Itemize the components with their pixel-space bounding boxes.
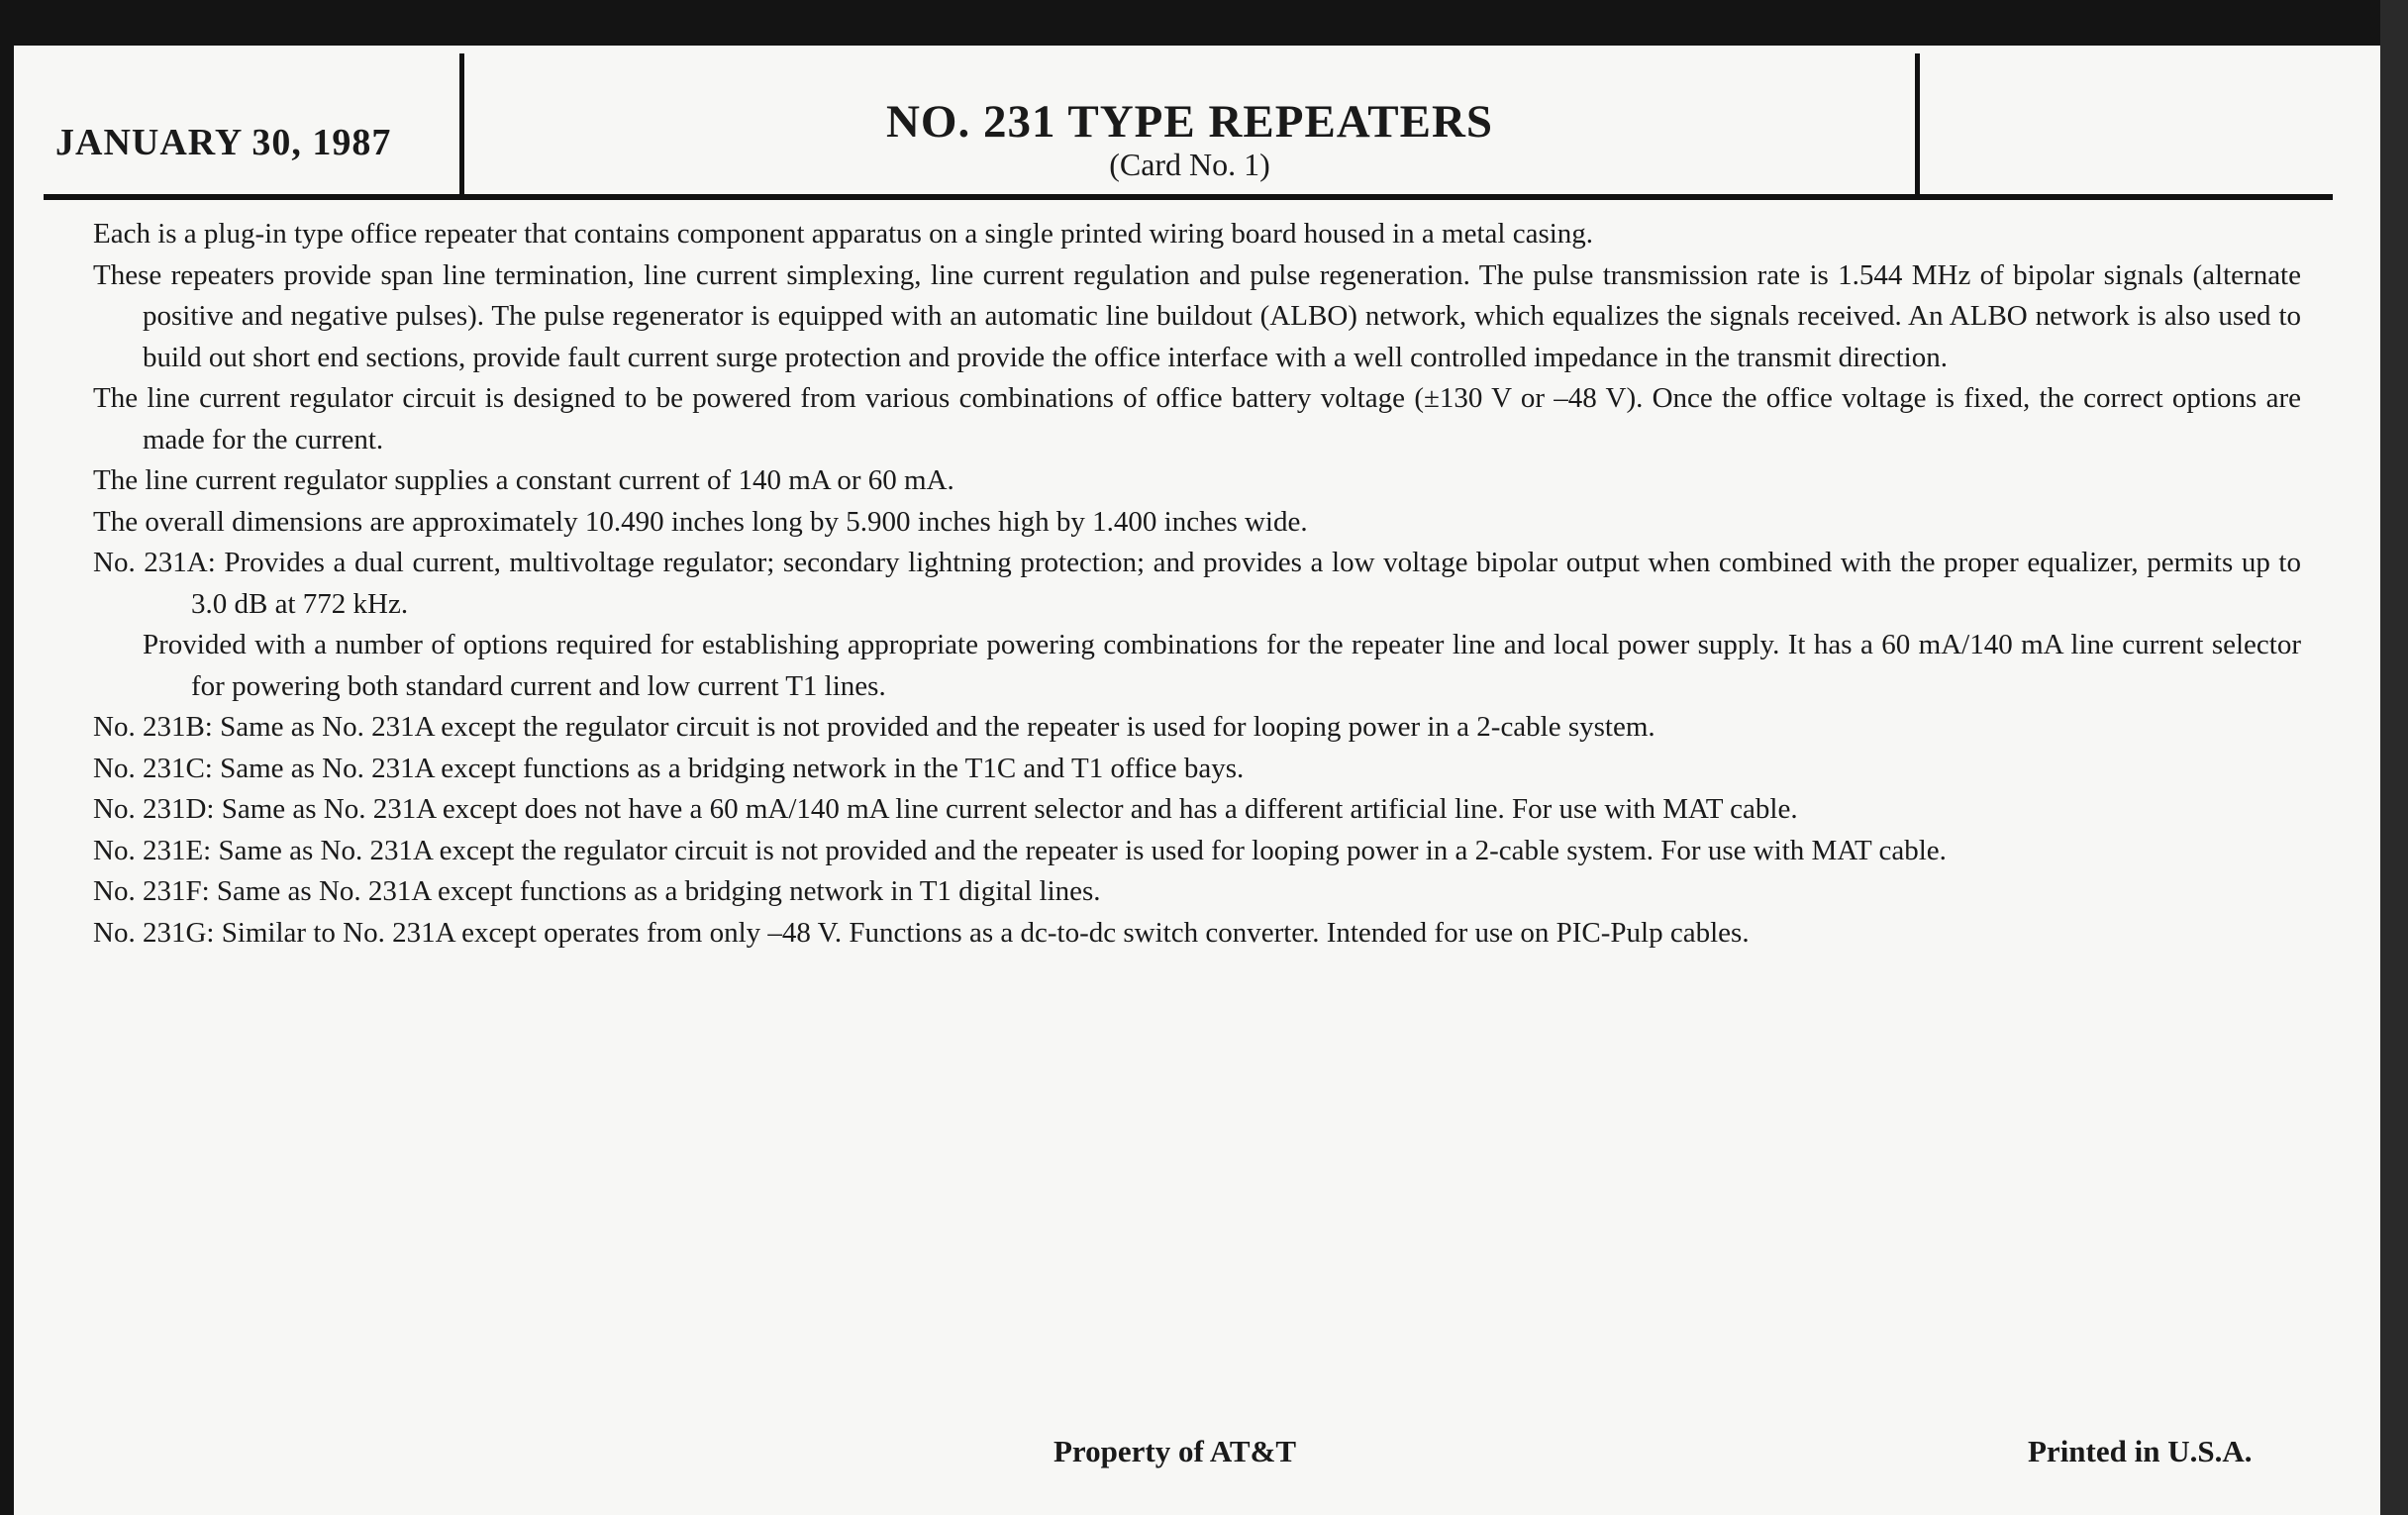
footer-property: Property of AT&T [1054,1434,1297,1468]
card-header [44,53,2333,202]
paragraph-231g: No. 231G: Similar to No. 231A except operates from only –48 V. Functions as a dc-to-dc switch converter. Intended for use on PIC-Pulp cables. [93,916,1750,949]
card-subtitle: (Card No. 1) [1109,147,1270,182]
paragraph-231c: No. 231C: Same as No. 231A except functions as a bridging network in the T1C and T1 office bays. [93,752,1245,784]
paragraph-function: These repeaters provide span line termination, line current simplexing, line current regulation and pulse regeneration. The pulse transmission rate is 1.544 MHz of bipolar signals (alternate positive and negative pulses). The pulse regenerator is equipped with an automatic line buildout (ALBO) network, which equalizes the signals received. An ALBO network is also used to build out short end sections, provide fault current surge protection and provide the office interface with a well controlled impedance in the transmit direction. [93,258,2301,373]
title-block [464,97,1915,182]
reference-card [14,46,2380,1515]
paragraph-regulator: The line current regulator circuit is designed to be powered from various combinations of office battery voltage (±130 V or –48 V). Once the office voltage is fixed, the correct options are made for the current. [93,382,2301,455]
header-rule [44,194,2333,200]
card-body [93,214,2301,954]
card-title: NO. 231 TYPE REPEATERS [885,96,1494,148]
paragraph-231e: No. 231E: Same as No. 231A except the regulator circuit is not provided and the repeater is used for looping power in a 2-cable system. For use with MAT cable. [93,834,1947,866]
paragraph-231a: No. 231A: Provides a dual current, multivoltage regulator; secondary lightning protection; and provides a low voltage bipolar output when combined with the proper equalizer, permits up to 3.0 dB at 772 kHz. [93,547,2301,620]
paragraph-231d: No. 231D: Same as No. 231A except does not have a 60 mA/140 mA line current selector and has a different artificial line. For use with MAT cable. [93,793,1798,825]
paragraph-231b: No. 231B: Same as No. 231A except the regulator circuit is not provided and the repeater is used for looping power in a 2-cable system. [93,711,1656,743]
paragraph-231f: No. 231F: Same as No. 231A except functions as a bridging network in T1 digital lines. [93,875,1101,907]
footer-printed: Printed in U.S.A. [2028,1434,2253,1468]
paragraph-current: The line current regulator supplies a constant current of 140 mA or 60 mA. [93,464,954,496]
header-divider-right [1915,53,1920,198]
card-date: JANUARY 30, 1987 [55,122,392,163]
paragraph-231a-options: Provided with a number of options required for establishing appropriate powering combinations for the repeater line and local power supply. It has a 60 mA/140 mA line current selector for powering both standard current and low current T1 lines. [143,629,2301,702]
paragraph-dimensions: The overall dimensions are approximately 10.490 inches long by 5.900 inches high by 1.400 inches wide. [93,505,1308,538]
scan-edge [2380,0,2408,1515]
paragraph-intro: Each is a plug-in type office repeater that contains component apparatus on a single printed wiring board housed in a metal casing. [93,218,1594,250]
